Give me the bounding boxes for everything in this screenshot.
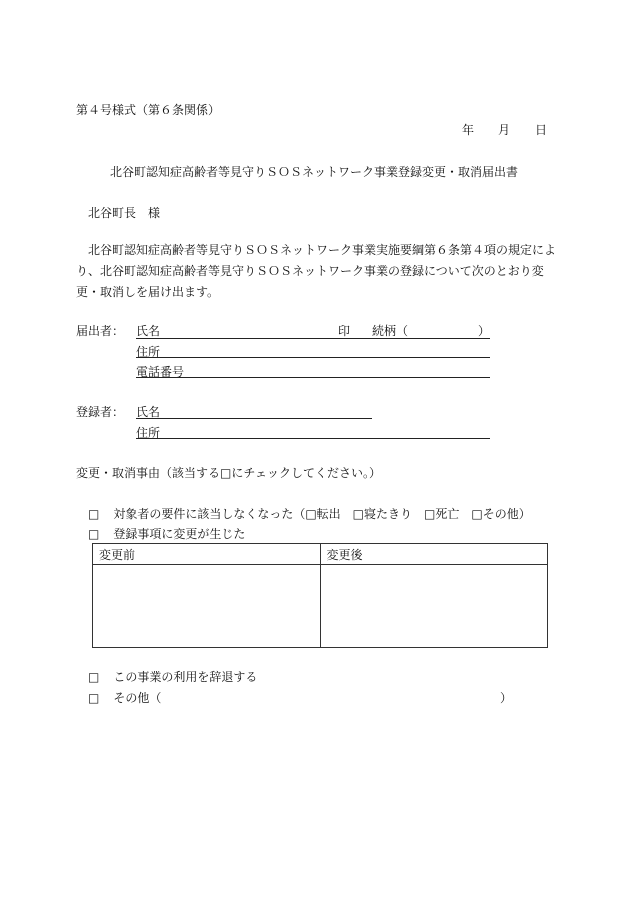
body-paragraph	[76, 240, 556, 303]
date-day-label: 日	[535, 123, 548, 137]
applicant-address-line[interactable]	[136, 357, 490, 358]
registrant-name-line[interactable]	[136, 418, 372, 419]
checkbox-other[interactable]: □	[88, 691, 100, 705]
registrant-address-line[interactable]	[136, 438, 490, 439]
before-cell[interactable]	[93, 565, 321, 648]
body-line-2: り、北谷町認知症高齢者等見守りＳＯＳネットワーク事業の登録について次のとおり変	[76, 264, 544, 278]
change-table	[92, 543, 548, 648]
date-year-label: 年	[462, 123, 475, 137]
reason-heading: 変更・取消事由（該当する□にチェックしてください。）	[76, 466, 381, 480]
option-withdraw-label: この事業の利用を辞退する	[113, 670, 258, 684]
option-other-label: その他（	[113, 691, 162, 705]
option-other	[88, 690, 161, 706]
registrant-name-label: 氏名	[136, 405, 161, 419]
form-number: 第４号様式（第６条関係）	[76, 103, 221, 117]
registrant-label: 登録者：	[76, 405, 125, 419]
relation-label: 続柄（	[372, 324, 409, 338]
option-changed-label: 登録事項に変更が生じた	[113, 527, 246, 541]
body-line-1: 北谷町認知症高齢者等見守りＳＯＳネットワーク事業実施要綱第６条第４項の規定によ	[88, 243, 557, 257]
checkbox-not-eligible[interactable]: □	[88, 507, 100, 521]
applicant-label: 届出者：	[76, 324, 125, 338]
addressee: 北谷町長 様	[88, 206, 161, 220]
option-other-close: ）	[500, 691, 513, 705]
date-month-label: 月	[498, 123, 511, 137]
applicant-phone-label: 電話番号	[136, 365, 185, 379]
applicant-phone-line[interactable]	[136, 377, 490, 378]
option-not-eligible-label: 対象者の要件に該当しなくなった（□転出 □寝たきり □死亡 □その他）	[113, 507, 531, 521]
registrant-address-label: 住所	[136, 426, 161, 440]
after-cell[interactable]	[320, 565, 548, 648]
applicant-name-label: 氏名	[136, 324, 161, 338]
option-changed	[88, 526, 245, 542]
relation-close: ）	[478, 324, 491, 338]
body-line-3: 更・取消しを届け出ます。	[76, 285, 220, 299]
option-withdraw	[88, 669, 257, 685]
after-header: 変更後	[320, 544, 548, 565]
seal-mark: 印	[338, 324, 351, 338]
applicant-address-label: 住所	[136, 345, 161, 359]
before-header: 変更前	[93, 544, 321, 565]
checkbox-withdraw[interactable]: □	[88, 670, 100, 684]
applicant-name-line[interactable]	[136, 338, 490, 339]
checkbox-changed[interactable]: □	[88, 527, 100, 541]
document-title: 北谷町認知症高齢者等見守りＳＯＳネットワーク事業登録変更・取消届出書	[110, 165, 519, 179]
option-not-eligible	[88, 506, 531, 522]
